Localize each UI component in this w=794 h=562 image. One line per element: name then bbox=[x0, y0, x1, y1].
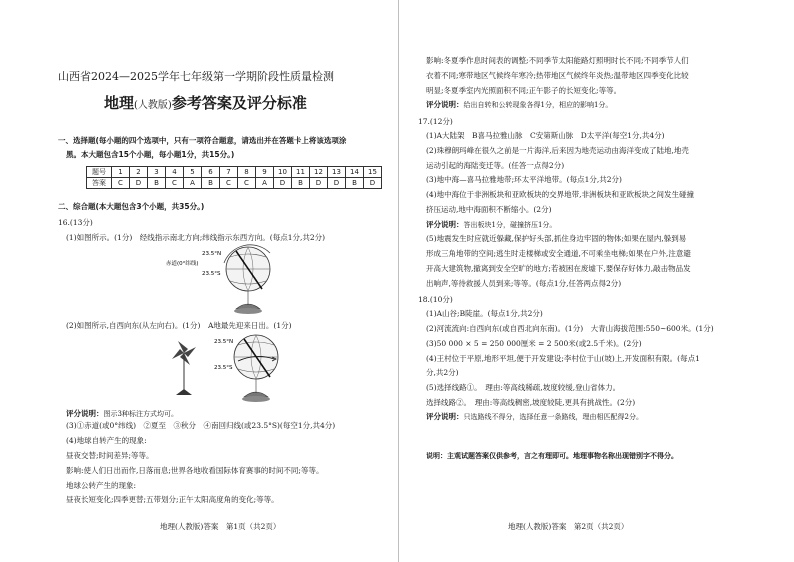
answer-page-2 bbox=[398, 0, 794, 562]
score-note-text: 答出板块1分，碰撞挤压1分。 bbox=[463, 221, 557, 229]
pinwheel-icon bbox=[172, 341, 196, 395]
table-cell: C bbox=[166, 178, 184, 189]
table-cell: C bbox=[112, 178, 130, 189]
q18-part4-line: 分,共2分) bbox=[426, 368, 459, 377]
q16-impact-line: 影响:冬夏季作息时间表的调整;不同季节太阳能路灯照明时长不同;不同季节人们 bbox=[426, 56, 689, 65]
score-note bbox=[426, 220, 556, 230]
q17-part5-line: 开高大建筑物,撤离到安全空旷的地方;若被困在废墟下,要保存好体力,敲击物品发 bbox=[426, 264, 691, 273]
score-note bbox=[426, 412, 643, 422]
title-rest: 参考答案及评分标准 bbox=[171, 94, 307, 112]
table-cell: 3 bbox=[148, 167, 166, 178]
score-note-label: 评分说明： bbox=[66, 409, 104, 418]
fig1-label-equator: 赤道(0°纬线) bbox=[166, 261, 199, 267]
q18-part5-line: 选择线路②。 理由:等高线稠密,坡度较陡,更具有挑战性。(2分) bbox=[426, 398, 636, 407]
title-subject: 地理 bbox=[104, 94, 135, 112]
q17-part5: (5)地震发生时应就近躲藏,保护好头部,抓住身边牢固的物体;如果在屋内,躲到易 bbox=[426, 234, 687, 243]
table-cell: 15 bbox=[364, 167, 382, 178]
q17-part4: (4)地中海位于非洲板块和亚欧板块的交界地带,非洲板块和亚欧板块之间发生碰撞 bbox=[426, 190, 695, 199]
q16-part4: (4)地球自转产生的现象: bbox=[66, 436, 147, 445]
score-note bbox=[66, 409, 178, 419]
page-footer: 地理(人教版)答案 第2页（共2页） bbox=[508, 522, 629, 531]
table-cell: 9 bbox=[256, 167, 274, 178]
globe-icon bbox=[234, 335, 278, 402]
table-cell: 13 bbox=[328, 167, 346, 178]
fig1-label-north: 23.5°N bbox=[202, 251, 222, 257]
table-cell: 1 bbox=[112, 167, 130, 178]
q16-part4-line: 地球公转产生的现象: bbox=[66, 481, 137, 490]
table-row-answers bbox=[87, 178, 382, 189]
q18-part3: (3)50 000 × 5 = 250 000厘米 = 2 500米(或2.5千米)。(2分) bbox=[426, 339, 642, 348]
table-cell: D bbox=[310, 178, 328, 189]
exam-title-line: 山西省2024—2025学年七年级第一学期阶段性质量检测 bbox=[58, 70, 334, 83]
table-cell: 14 bbox=[346, 167, 364, 178]
table-cell: C bbox=[220, 178, 238, 189]
table-cell: B bbox=[148, 178, 166, 189]
table-header-cell: 题号 bbox=[87, 167, 112, 178]
table-cell: 10 bbox=[274, 167, 292, 178]
q17-part1: (1)A大陆架 B喜马拉雅山脉 C安第斯山脉 D太平洋(每空1分,共4分) bbox=[426, 131, 665, 140]
table-cell: B bbox=[346, 178, 364, 189]
table-cell: 12 bbox=[310, 167, 328, 178]
table-cell: B bbox=[292, 178, 310, 189]
q17-part3: (3)地中海—喜马拉雅地带;环太平洋地带。(每点1分,共2分) bbox=[426, 175, 622, 184]
table-header-cell: 答案 bbox=[87, 178, 112, 189]
q16-part4-line: 昼夜长短变化;四季更替;五带划分;正午太阳高度角的变化;等等。 bbox=[66, 495, 279, 504]
q18-part5: (5)选择线路①。 理由:等高线稀疏,坡度较缓,登山省体力。 bbox=[426, 383, 621, 392]
score-note-label: 评分说明： bbox=[426, 220, 464, 229]
table-cell: 8 bbox=[238, 167, 256, 178]
q16-part1: (1)如图所示。(1分) 经线指示南北方向;纬线指示东西方向。(每点1分,共2分) bbox=[66, 233, 326, 242]
table-cell: 11 bbox=[292, 167, 310, 178]
table-cell: 5 bbox=[184, 167, 202, 178]
table-cell: D bbox=[274, 178, 292, 189]
globe-figure-2 bbox=[168, 331, 318, 409]
section2-heading: 二、综合题(本大题包含3个小题，共35分。) bbox=[58, 202, 205, 211]
fig2-label-south: 23.5°S bbox=[214, 365, 233, 371]
q17-title: 17.(12分) bbox=[418, 117, 453, 126]
q18-part4: (4)王村位于平原,地形平坦,便于开发建设;李村位于山(坡)上,开发面积有限。(每点1 bbox=[426, 354, 700, 363]
score-note bbox=[426, 100, 612, 110]
q18-title: 18.(10分) bbox=[418, 295, 453, 304]
table-cell: D bbox=[328, 178, 346, 189]
table-cell: D bbox=[364, 178, 382, 189]
q18-part1: (1)A山谷;B陡崖。(每点1分,共2分) bbox=[426, 309, 543, 318]
globe-figure-1 bbox=[166, 243, 306, 321]
main-title bbox=[104, 94, 307, 115]
table-cell: B bbox=[202, 178, 220, 189]
section1-heading: 一、选择题(每小题的四个选项中，只有一项符合题意，请选出并在答题卡上将该选项涂 bbox=[58, 136, 347, 145]
q18-part2: (2)河流流向:自西向东(或自西北向东南)。(1分) 大青山海拔范围:550~600米。(1分) bbox=[426, 324, 714, 333]
q16-part3: (3)①赤道(或0°纬线) ②夏至 ③秋分 ④南回归线(或23.5°S)(每空1分,共4分) bbox=[66, 421, 336, 430]
q17-part5-line: 形成三角地带的空间;逃生时走楼梯或安全通道,不可乘坐电梯;如果在户外,注意避 bbox=[426, 249, 691, 258]
score-note-text: 只选路线不得分，选择任意一条路线，理由相匹配得2分。 bbox=[463, 413, 643, 421]
fig2-label-north: 23.5°N bbox=[214, 339, 234, 345]
q16-impact-line: 明显;冬夏季室内光照面积不同;正午影子的长短变化;等等。 bbox=[426, 86, 622, 95]
table-cell: 7 bbox=[220, 167, 238, 178]
table-cell: 4 bbox=[166, 167, 184, 178]
table-cell: 2 bbox=[130, 167, 148, 178]
fig1-label-south: 23.5°S bbox=[202, 271, 221, 277]
answer-table bbox=[86, 166, 382, 189]
table-cell: A bbox=[256, 178, 274, 189]
table-cell: D bbox=[130, 178, 148, 189]
final-note: 说明：主观试题答案仅供参考，言之有理即可。地理事物名称出现错别字不得分。 bbox=[426, 452, 678, 460]
q17-part2: (2)珠穆朗玛峰在很久之前是一片海洋,后来因为地壳运动由海洋变成了陆地,地壳 bbox=[426, 146, 689, 155]
table-cell: 6 bbox=[202, 167, 220, 178]
score-note-text: 给出自转和公转现象各得1分，相应的影响1分。 bbox=[463, 101, 613, 109]
q17-part2-line: 运动引起的海陆变迁等。(任答一点得2分) bbox=[426, 161, 565, 170]
table-row-numbers bbox=[87, 167, 382, 178]
q16-impact-line: 衣着不同;寒带地区气候终年寒冷;热带地区气候终年炎热;温带地区四季变化比较 bbox=[426, 71, 689, 80]
globe-icon bbox=[224, 245, 270, 314]
section1-heading-2: 黑。本大题包含15个小题，每小题1分，共15分。) bbox=[66, 150, 235, 159]
score-note-label: 评分说明： bbox=[426, 100, 464, 109]
page-footer: 地理(人教版)答案 第1页（共2页） bbox=[160, 522, 281, 531]
q16-part4-line: 影响:使人们日出而作,日落而息;世界各地收看国际体育赛事的时间不同;等等。 bbox=[66, 466, 324, 475]
table-cell: C bbox=[238, 178, 256, 189]
q16-title: 16.(13分) bbox=[58, 218, 93, 227]
q17-part5-line: 出响声,等待救援人员到来;等等。(每点1分,任答两点得2分) bbox=[426, 279, 622, 288]
score-note-label: 评分说明： bbox=[426, 412, 464, 421]
table-cell: A bbox=[184, 178, 202, 189]
q17-part4-line: 挤压运动,地中海面积不断缩小。(2分) bbox=[426, 205, 552, 214]
score-note-text: 图示3种标注方式均可。 bbox=[103, 410, 178, 418]
q16-part2: (2)如图所示,自西向东(从左向右)。(1分) A地最先迎来日出。(1分) bbox=[66, 321, 292, 330]
title-edition: (人教版) bbox=[134, 100, 172, 111]
q16-part4-line: 昼夜交替;时间差异;等等。 bbox=[66, 451, 154, 460]
